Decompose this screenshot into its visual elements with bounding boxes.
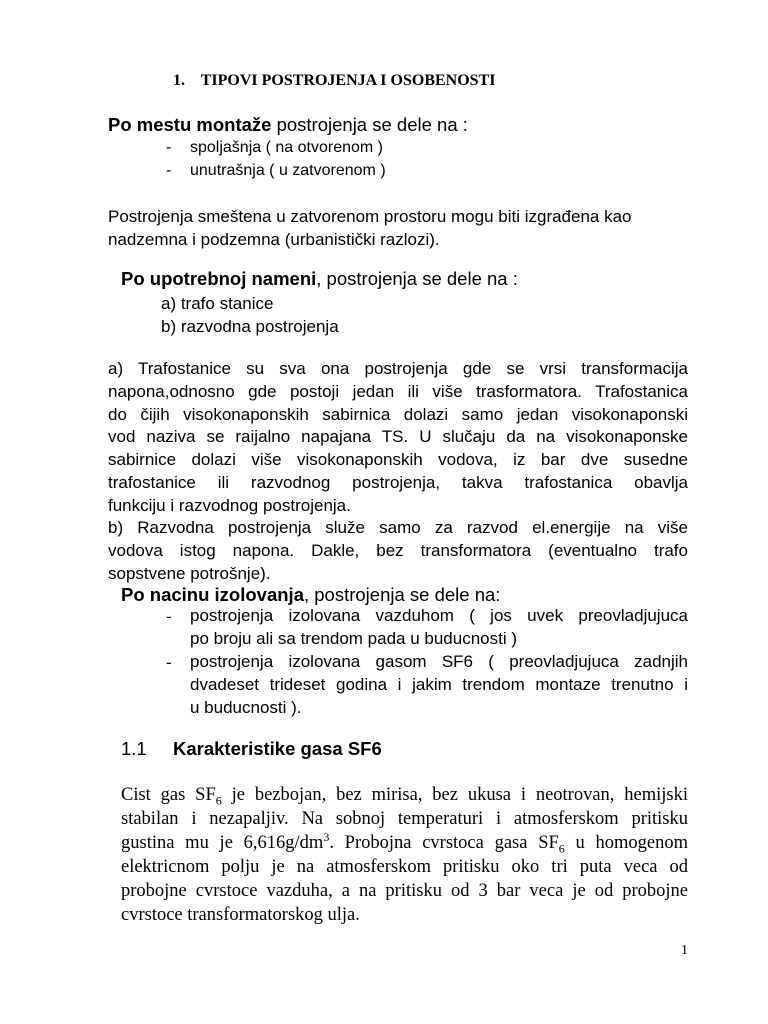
list-item-line: po broju ali sa trendom pada u buducnosti ): [190, 628, 517, 648]
paragraph-line: cvrstoce transformatorskog ulja.: [121, 905, 360, 925]
bullet-dash: -: [166, 139, 172, 156]
list-item: a) trafo stanice: [161, 294, 274, 313]
paragraph-line: gustina mu je $6,616g/dm^3$. Probojna cvrstoca gasa $SF_6$ u homogenom: [121, 829, 688, 856]
subheading-number: 1.1: [121, 738, 147, 759]
list-item: b) razvodna postrojenja: [161, 317, 339, 336]
paragraph-line: elektricnom polju je na atmosferskom pritisku oko tri puta veca od: [121, 857, 688, 877]
section-bold-label: Po upotrebnoj nameni: [121, 268, 317, 289]
page-number: 1: [681, 943, 688, 958]
paragraph-line: do čijih visokonaponskih sabirnica dolazi samo jedan visokonaponski: [108, 404, 688, 424]
section-mesto-montaze: [108, 114, 468, 136]
list-item-line: u buducnosti ).: [190, 697, 302, 717]
list-item: [190, 651, 688, 719]
paragraph-line: probojne cvrstoce vazduha, a na pritisku od 3 bar veca je od probojne: [121, 881, 688, 901]
list-item: unutrašnja ( u zatvorenom ): [190, 162, 386, 179]
bullet-dash: -: [166, 653, 172, 672]
paragraph-line: b) Razvodna postrojenja služe samo za razvod el.energije na više: [108, 518, 688, 537]
paragraph-line: nadzemna i podzemna (urbanistički razlozi).: [108, 230, 440, 249]
paragraph-line: sabirnice dolazi više visokonaponskih vodova, iz bar dve susedne: [108, 450, 688, 470]
paragraph-sf6: [121, 783, 688, 927]
paragraph-line: a) Trafostanice su sva ona postrojenja gde se vrsi transformacija: [108, 359, 688, 378]
section-bold-label: Po mestu montaže: [108, 114, 272, 135]
list-item-line: postrojenja izolovana gasom SF6 ( preovladjujuca zadnjih: [190, 652, 688, 671]
section-rest: , postrojenja se dele na:: [303, 584, 501, 605]
list-item-line: dvadeset trideset godina i jakim trendom montaze trenutno i: [190, 674, 688, 694]
section-rest: , postrojenja se dele na :: [316, 268, 518, 289]
paragraph-line: vod naziva se raijalno napajana TS. U slučaju da na visokonaponske: [108, 427, 688, 447]
paragraph-line: Postrojenja smeštena u zatvorenom prostoru mogu biti izgrađena kao: [108, 207, 632, 226]
list-item: spoljašnja ( na otvorenom ): [190, 139, 383, 156]
heading-title: TIPOVI POSTROJENJA I OSOBENOSTI: [200, 72, 496, 89]
paragraph-line: vodova istog napona. Dakle, bez transformatora (eventualno trafo: [108, 540, 688, 560]
paragraph-line: trafostanice ili razvodnog postrojenja, takva trafostanica obavlja: [108, 472, 688, 492]
section-bold-label: Po nacinu izolovanja: [121, 584, 304, 605]
section-rest: postrojenja se dele na :: [271, 114, 468, 135]
bullet-dash: -: [166, 607, 172, 626]
paragraph-line: sopstvene potrošnje).: [108, 563, 271, 583]
subheading-title: Karakteristike gasa SF6: [173, 738, 382, 759]
paragraph-line: Cist gas $SF_6$ je bezbojan, bez mirisa, bez ukusa i neotrovan, hemijski: [121, 785, 688, 808]
section-izolovanje: [121, 584, 500, 606]
list-item: [190, 605, 688, 651]
paragraph-line: stabilan i nezapaljiv. Na sobnoj temperaturi i atmosferskom pritisku: [121, 809, 688, 829]
paragraph-razvodna: [108, 517, 688, 585]
list-item-line: postrojenja izolovana vazduhom ( jos uvek preovladjujuca: [190, 606, 688, 625]
subheading: [121, 738, 382, 760]
paragraph-line: napona,odnosno gde postoji jedan ili više trasformatora. Trafostanica: [108, 381, 688, 401]
paragraph-trafostanice: [108, 358, 688, 518]
paragraph-line: funkciju i razvodnog postrojenja.: [108, 495, 351, 515]
page-heading: [173, 72, 495, 90]
bullet-dash: -: [166, 162, 172, 179]
section-upotrebna-namena: [121, 268, 518, 290]
heading-number: 1.: [173, 72, 185, 89]
